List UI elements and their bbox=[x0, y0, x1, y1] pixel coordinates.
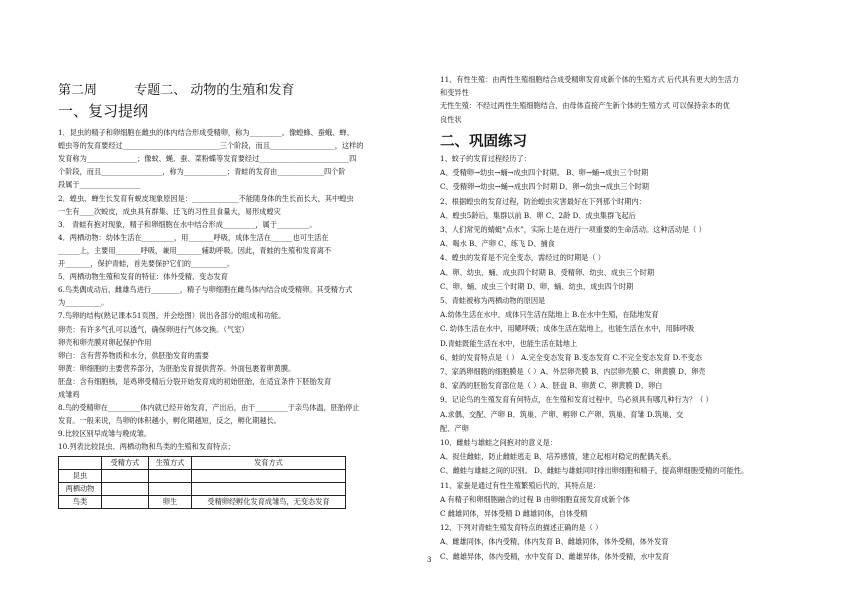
text-line: 卵黄：卵细胞的主要营养部分，为胚胎发育提供营养。外面包裹着卵黄膜。 bbox=[58, 363, 296, 373]
text-line: 4、蝗虫的发育是不完全变态，需经过的时期是（ ） bbox=[440, 253, 605, 263]
table-row bbox=[59, 483, 346, 496]
text-line: A.求偶、交配、产卵 B、筑巢、产卵、孵卵 C.产卵、筑巢、育雏 D.筑巢、交 bbox=[440, 409, 684, 419]
text-line: 成雏鸡 bbox=[58, 390, 80, 399]
text-line: 和变异性 bbox=[440, 88, 469, 98]
table-cell bbox=[102, 470, 149, 483]
text-line: 胚盘：含有细胞核，是鸡卵受精后分裂开始发育成的初始胚胎，在适宜条件下胚胎发育 bbox=[58, 376, 332, 386]
text-line: 9、记论鸟的生殖发育有何特点，在生殖和发育过程中，鸟必须具有哪几种行为？（ ） bbox=[440, 395, 713, 405]
text-line: 无性生殖：不经过两性生殖细胞结合，由母体直接产生新个体的生殖方式 可以保持亲本的优 bbox=[440, 101, 730, 111]
text-line: 6.鸟类偶成动后，雌雄鸟进行________，精子与卵细胞在雌鸟体内结合成受精卵。其受精方式 bbox=[58, 285, 353, 295]
table-cell bbox=[149, 483, 192, 496]
text-line: 配、产卵 bbox=[440, 423, 469, 433]
text-line: A、捉住雌蛙，防止雌蛙逃走 B、培养感情，建立起相对稳定的配偶关系。 bbox=[440, 452, 676, 462]
table-cell bbox=[192, 483, 346, 496]
table-cell: 鸟类 bbox=[59, 496, 102, 509]
table-header-cell bbox=[59, 457, 102, 470]
text-line: 卵壳：有许多气孔可以透气，确保卵进行气体交换。（气室） bbox=[58, 324, 249, 334]
text-line: 3． 青蛙有抱对现象，精子和卵细胞在水中结合形成_________，属于_________。 bbox=[58, 219, 317, 229]
text-line: 11、有性生殖：由两性生殖细胞结合成受精卵发育成新个体的生殖方式 后代具有更大的生活力 bbox=[440, 75, 739, 84]
text-line: 10、雌蛙与雄蛙之间抱对的意义是： bbox=[440, 438, 557, 447]
comparison-table bbox=[58, 456, 346, 509]
text-line: A、受精卵→幼虫→蛹→成虫四个时期。 B、卵→蛹→成虫三个时期 bbox=[440, 168, 649, 178]
text-line: C. 幼体生活在水中，用鳃呼吸；成体生活在陆地上，也能生活在水中，用肺呼吸 bbox=[440, 324, 695, 334]
text-line: A 有精子和卵细胞融合的过程 B 由卵细胞直接发育成新个体 bbox=[440, 494, 630, 504]
text-line: 开_______，保护青蛙，首先要保护它们的__________。 bbox=[58, 259, 235, 268]
text-line: C、雌蛙与雄蛙之间的识别。 D、雌蛙与雄蛙同时排出卵细胞和精子，提高卵细胞受精的可能性。 bbox=[440, 466, 749, 476]
text-line: 卵壳和卵壳膜对卵起保护作用 bbox=[58, 337, 152, 347]
text-line: A、蝗虫5龄后，集群以前 B、卵 C、2龄 D、成虫集群飞起后 bbox=[440, 210, 636, 220]
text-line: 良性状 bbox=[440, 114, 462, 124]
text-line: A.幼体生活在水中，成体只生活在陆地上 B.在水中生殖，在陆地发育 bbox=[440, 310, 659, 320]
text-line: 个阶段，而且_________________，称为____________；青蛙的发育由_____________四个阶 bbox=[58, 167, 346, 177]
text-line: 发育称为______________；像蚊、蝇、蚕、菜粉蝶等发育要经过_________________________四 bbox=[58, 154, 357, 164]
text-line: 1、蚊子的发育过程经历了： bbox=[440, 154, 531, 163]
text-line: 5．两栖动物生殖和发育的特征：体外受精、变态发育 bbox=[58, 272, 228, 282]
text-line: 为__________。 bbox=[58, 298, 109, 308]
text-line: 10.列表比较昆虫、两栖动物和鸟类的生殖和发育特点； bbox=[58, 442, 235, 452]
table-row bbox=[59, 496, 346, 509]
page-number: 3 bbox=[427, 556, 432, 564]
text-line: 5、青蛙被称为两栖动物的原因是 bbox=[440, 296, 546, 305]
text-line: C、卵、蛹、成虫三个时期 D、卵、蛹、幼虫、成虫四个时期 bbox=[440, 281, 634, 291]
text-line: 4．两栖动物：幼体生活在_________，用_______呼吸，成体生活在______也可生活在 bbox=[58, 232, 329, 242]
text-line: 11、家蚕是通过有性生殖繁殖后代的，其特点是： bbox=[440, 480, 601, 490]
text-line: 段属于_________________ bbox=[58, 180, 141, 190]
table-cell: 受精卵经孵化发育成雏鸟，无变态发育 bbox=[192, 496, 346, 509]
text-line: 卵白：含有营养物质和水分，供胚胎发育的需要 bbox=[58, 350, 209, 360]
text-line: 1．昆虫的精子和卵细胞在雌虫的体内结合形成受精卵，称为_________。像蝗蜂、蚕蛾、蝉、 bbox=[58, 128, 354, 137]
text-line: C、受精卵→幼虫→蛹→成虫四个时期 D、卵→幼虫→成虫三个时期 bbox=[440, 182, 649, 192]
text-line: ______上，主要用_______呼吸，兼用_______辅助呼吸。因此，青蛙的生殖和发育离不 bbox=[58, 245, 332, 255]
table-cell bbox=[102, 496, 149, 509]
text-line: 8、家鸽的胚胎发育部位是（ ）A、胚盘 B、卵黄 C、卵黄膜 D、卵白 bbox=[440, 381, 663, 391]
table-header-cell: 生殖方式 bbox=[149, 457, 192, 470]
topic-label: 专题二、 动物的生殖和发育 bbox=[134, 83, 295, 98]
table-cell bbox=[192, 470, 346, 483]
text-line: 3、人们常见的蜻蜓“点水”，实际上是在进行一项重要的生命活动。这种活动是（ ） bbox=[440, 225, 706, 234]
text-line: 2．蝗虫、蝉生长发育有蜕皮现象原因是：_____________不能随身体的生长而长大，其中蝗虫 bbox=[58, 193, 354, 203]
table-header-cell: 受精方式 bbox=[102, 457, 149, 470]
section-title-review: 一、复习提纲 bbox=[58, 102, 149, 120]
text-line: 8.鸟的受精卵在_________体内就已经开始发育，产出后，由于_________于亲鸟体温，胚胎停止 bbox=[58, 403, 360, 413]
text-line: C、雌雄异体，体内受精，水中发育 D、雌雄异体，体外受精，水中发育 bbox=[440, 551, 670, 561]
table-row bbox=[59, 470, 346, 483]
table-cell bbox=[149, 470, 192, 483]
section-title-practice: 二、巩固练习 bbox=[440, 133, 527, 150]
text-line: 7.鸟卵的结构(熟记课本51页图，并会绘图）说出各部分的组成和功能。 bbox=[58, 311, 286, 321]
week-label: 第二周 bbox=[58, 83, 98, 98]
text-line: C 雌雄同体，异体受精 D 雌雄同体，自体受精 bbox=[440, 509, 588, 518]
text-line: A、雌雄同体，体内受精，体内发育 B、雌雄同体，体外受精，体外发育 bbox=[440, 537, 669, 547]
text-line: 2、根据蝗虫的发育过程，防治蝗虫灾害最好在下列那个时期内： bbox=[440, 196, 646, 206]
text-line: 9.比较区别早成雏与晚成雏。 bbox=[58, 429, 152, 439]
week-heading bbox=[58, 79, 294, 98]
text-line: 7、家鸽卵细胞的细胞膜是（ ）A、外层卵壳膜 B、内层卵壳膜 C、卵黄膜 D、卵壳 bbox=[440, 367, 706, 376]
table-header-cell: 发育方式 bbox=[192, 457, 346, 470]
table-cell bbox=[102, 483, 149, 496]
text-line: D.青蛙既能生活在水中，也能生活在陆地上 bbox=[440, 338, 578, 348]
table-header-row bbox=[59, 457, 346, 470]
text-line: A、卵、幼虫、蛹、成虫四个时期 B、受精卵、幼虫、成虫三个时期 bbox=[440, 267, 655, 277]
text-line: 发育。一般来说，鸟卵的体积越小，孵化期越短，反之，孵化期越长。 bbox=[58, 416, 281, 426]
table-cell: 昆虫 bbox=[59, 470, 102, 483]
text-line: 一生有____次蜕皮，成虫具有群集、迁飞的习性且食量大，易形成蝗灾 bbox=[58, 206, 281, 216]
table-cell: 两栖动物 bbox=[59, 483, 102, 496]
text-line: A、喝水 B、产卵 C、练飞 D、捕食 bbox=[440, 239, 555, 249]
table-cell: 卵生 bbox=[149, 496, 192, 509]
text-line: 6、蛙的发育特点是（ ） A.完全变态发育 B.变态发育 C.不完全变态发育 D.不变态 bbox=[440, 352, 702, 362]
text-line: 蝗虫等的发育要经过___________________________三个阶段，而且__________________，这样的 bbox=[58, 141, 364, 151]
text-line: 12、下列对青蛙生殖发育特点的描述正确的是（ ） bbox=[440, 523, 603, 533]
